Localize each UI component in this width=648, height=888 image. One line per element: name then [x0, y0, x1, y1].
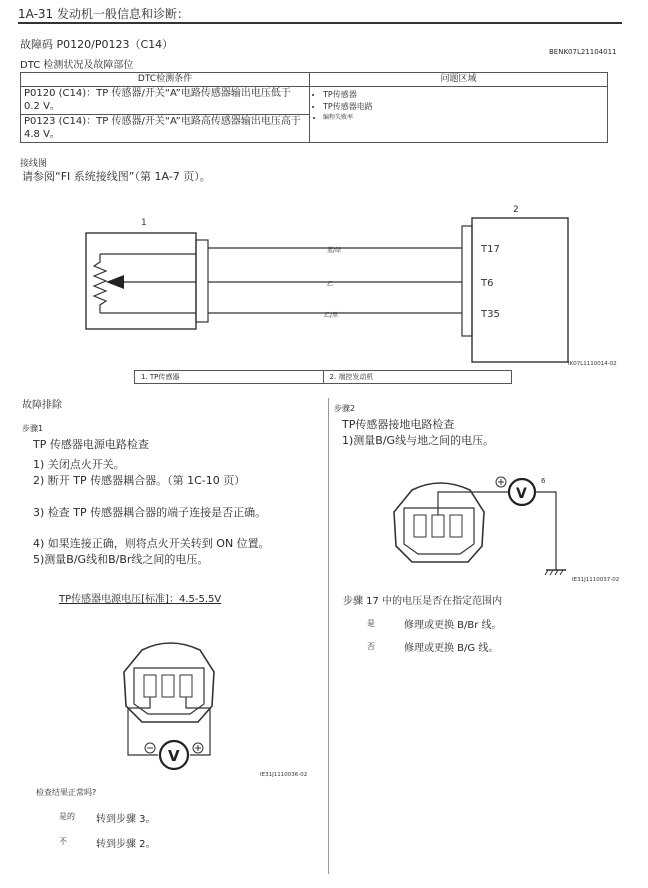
troubleshooting-heading: 故障排除 [22, 400, 62, 411]
step1-answer-text: 转到步骤 2。 [96, 839, 156, 850]
wiring-reference: 请参阅“FI 系统接线图”（第 1A-7 页）。 [22, 170, 211, 183]
step1-spec: TP传感器电源电压[标准]：4.5-5.5V [59, 594, 222, 605]
step2-answer-key: 否 [367, 642, 375, 651]
table-header-area: 问题区域 [310, 73, 608, 87]
condition-p0123: P0123 (C14)：TP 传感器/开关“A”电路高传感器输出电压高于 4.8 V。 [21, 115, 310, 143]
step2-item: 1)测量B/G线与地之间的电压。 [342, 434, 495, 447]
legend-item: 2. 端控发动机 [323, 371, 512, 383]
ground-symbol [545, 570, 548, 575]
area-item: • TP传感器电路 [323, 102, 604, 112]
voltmeter-symbol: V [516, 486, 527, 502]
ecm-pin-label: T35 [481, 309, 500, 320]
terminal [414, 515, 426, 537]
step2-answer-text: 修理或更换 B/G 线。 [404, 643, 499, 654]
ecm-pin-label: T17 [481, 244, 500, 255]
step1-title: TP 传感器电源电路检查 [33, 438, 149, 451]
terminal [450, 515, 462, 537]
page-header: 1A-31 发动机一般信息和诊断： [18, 7, 189, 21]
step2-question: 步骤 17 中的电压是否在指定范围内 [343, 596, 503, 607]
figure-id: IE31J1110036-02 [260, 772, 308, 778]
ground-symbol [560, 570, 563, 575]
figure-id: IK07L1110014-02 [568, 361, 617, 367]
reference-code: BENK07L21104011 [549, 48, 617, 56]
wire-color-label: 乙/黑 [324, 312, 339, 319]
step1-answer-key: 是的 [59, 812, 75, 821]
condition-p0120: P0120 (C14)：TP 传感器/开关“A”电路传感器输出电压低于 0.2 V。 [21, 87, 310, 115]
table-header-condition: DTC检测条件 [21, 73, 310, 87]
wire-color-label: 乙 [327, 281, 334, 288]
step1-question: 检查结果正常吗? [36, 788, 97, 797]
step1-label: 步骤1 [22, 424, 44, 433]
area-item: • TP传感器 [323, 90, 604, 100]
step1-item: 2) 断开 TP 传感器耦合器。（第 1C-10 页） [33, 474, 246, 487]
terminal [432, 515, 444, 537]
callout-2: 2 [513, 205, 519, 215]
area-item: • 编程失败率 [323, 114, 604, 122]
meter-callout: 6 [541, 477, 546, 485]
dtc-title: 故障码 P0120/P0123（C14） [20, 38, 174, 51]
step2-answer-key: 是 [367, 619, 375, 628]
ground-lead [535, 492, 556, 570]
step2-title: TP传感器接地电路检查 [342, 418, 455, 431]
wiring-heading: 接线图 [20, 159, 48, 169]
voltmeter-symbol: V [168, 747, 180, 765]
step2-label: 步骤2 [334, 404, 356, 413]
step1-answer-text: 转到步骤 3。 [96, 814, 156, 825]
step1-item: 1) 关闭点火开关。 [33, 458, 125, 471]
step1-item: 5)测量B/G线和B/Br线之间的电压。 [33, 553, 209, 566]
ground-symbol [550, 570, 553, 575]
wire-color-label: 蓝/绿 [327, 247, 342, 254]
callout-1: 1 [141, 218, 147, 228]
step2-answer-text: 修理或更换 B/Br 线。 [404, 620, 502, 631]
ecm-pin-label: T6 [481, 278, 494, 289]
figure-id: IE31J1110037-02 [572, 577, 620, 583]
step1-answer-key: 不 [59, 837, 67, 846]
ground-symbol [555, 570, 558, 575]
step1-item: 4) 如果连接正确，则将点火开关转到 ON 位置。 [33, 537, 270, 550]
legend-item: 1. TP传感器 [141, 373, 180, 381]
table-section-title: DTC 检测状况及故障部位 [20, 60, 134, 71]
coupler-outline [394, 483, 484, 562]
step1-item: 3) 检查 TP 传感器耦合器的端子连接是否正确。 [33, 506, 267, 519]
